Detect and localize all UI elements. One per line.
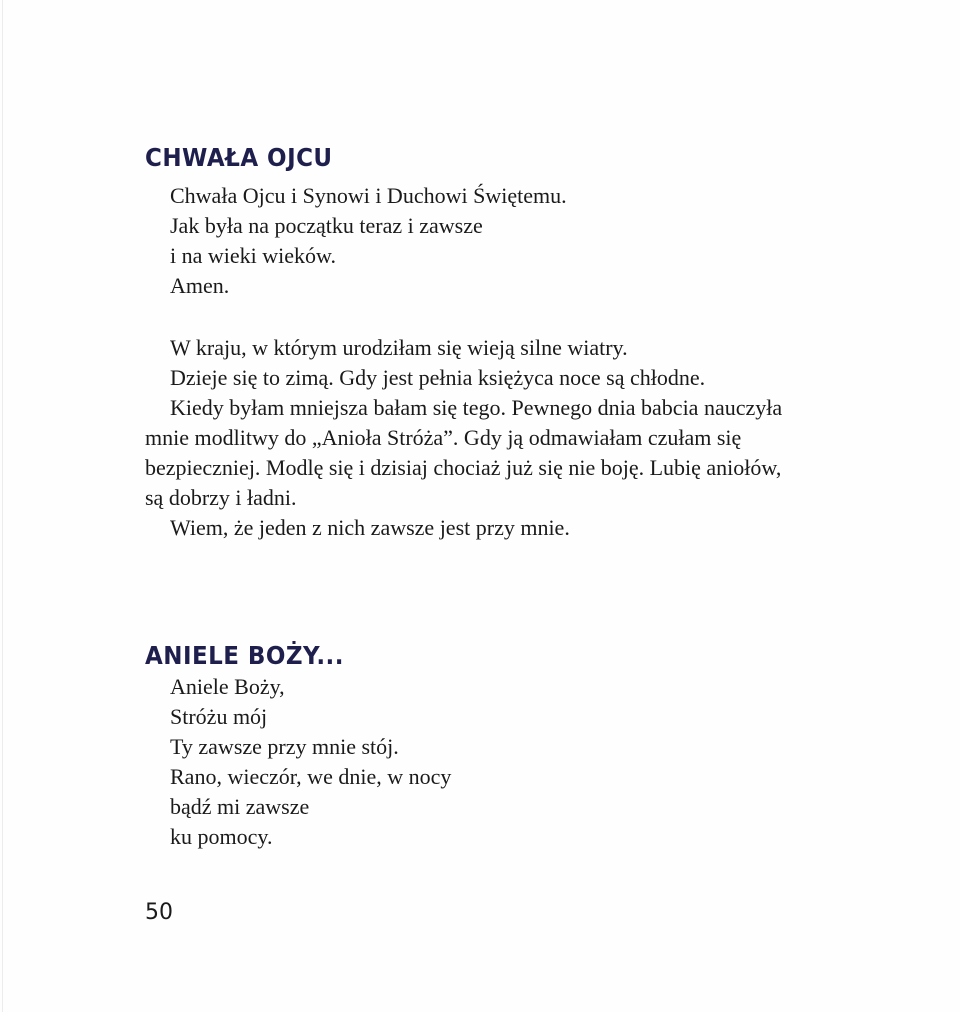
page-edge (2, 0, 3, 1012)
prayer-line: bądź mi zawsze (170, 794, 310, 819)
prayer-line: Aniele Boży, (170, 674, 285, 699)
prayer-line: i na wieki wieków. (170, 243, 336, 268)
story-line: są dobrzy i ładni. (145, 485, 297, 510)
story-line: Wiem, że jeden z nich zawsze jest przy mnie. (170, 515, 570, 540)
prayer-line: Rano, wieczór, we dnie, w nocy (170, 764, 452, 789)
page-number: 50 (145, 900, 173, 925)
story-line: mnie modlitwy do „Anioła Stróża”. Gdy ją odmawiałam czułam się (145, 425, 742, 450)
story-line: bezpieczniej. Modlę się i dzisiaj chociaż już się nie boję. Lubię aniołów, (145, 455, 782, 480)
prayer-line: Jak była na początku teraz i zawsze (170, 213, 483, 238)
story-line: W kraju, w którym urodziłam się wieją silne wiatry. (170, 335, 628, 360)
story-line: Kiedy byłam mniejsza bałam się tego. Pewnego dnia babcia nauczyła (170, 395, 783, 420)
prayer-line: ku pomocy. (170, 824, 273, 849)
prayer-line: Ty zawsze przy mnie stój. (170, 734, 399, 759)
section-title-aniele-bozy: ANIELE BOŻY... (145, 641, 344, 670)
prayer-line: Amen. (170, 273, 230, 298)
prayer-line: Chwała Ojcu i Synowi i Duchowi Świętemu. (170, 183, 567, 208)
section-title-chwala-ojcu: CHWAŁA OJCU (145, 143, 333, 172)
prayer-line: Stróżu mój (170, 704, 268, 729)
story-line: Dzieje się to zimą. Gdy jest pełnia księżyca noce są chłodne. (170, 365, 706, 390)
